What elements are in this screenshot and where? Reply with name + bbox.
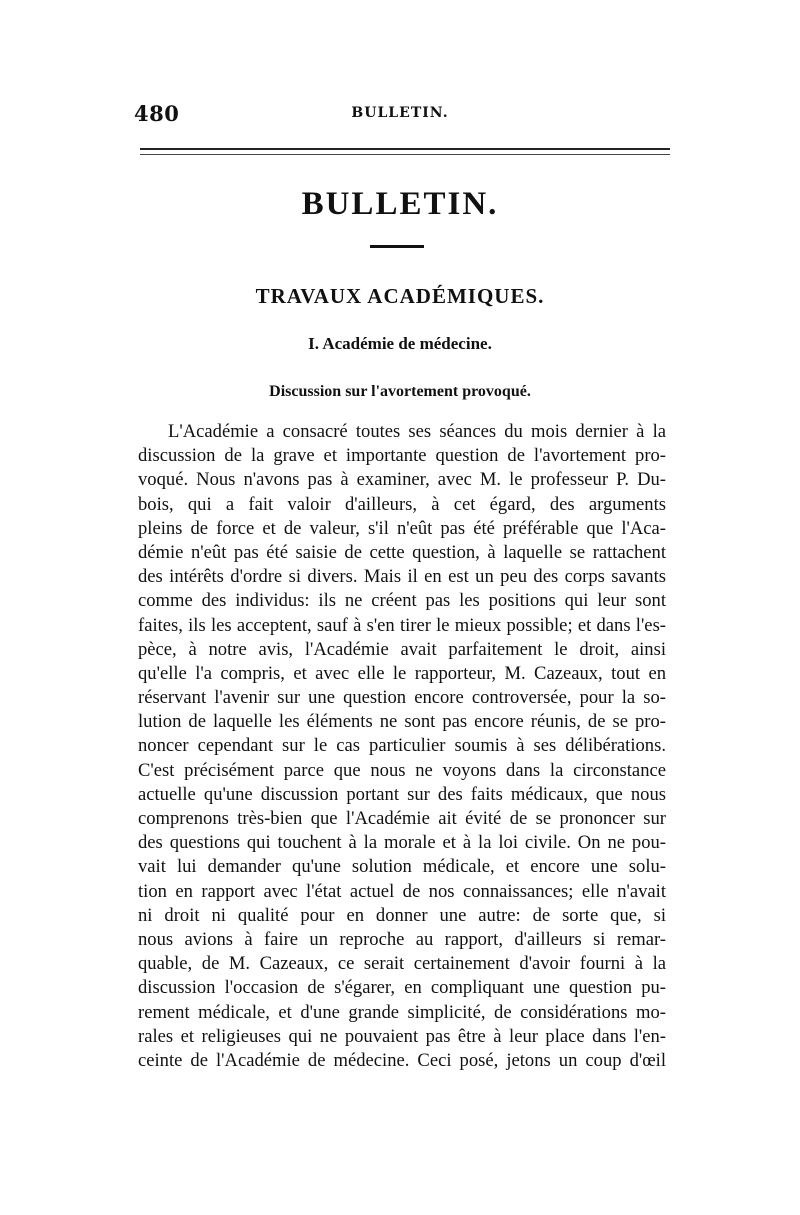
subsection-title: I. Académie de médecine. bbox=[308, 334, 492, 353]
body-line: discussion l'occasion de s'égarer, en compliquant une question pu- bbox=[138, 977, 666, 999]
body-line: noncer cependant sur le cas particulier soumis à ses délibérations. bbox=[138, 735, 666, 757]
body-line: tion en rapport avec l'état actuel de nos connaissances; elle n'avait bbox=[138, 880, 666, 902]
body-line: comprenons très-bien que l'Académie ait évité de se prononcer sur bbox=[138, 808, 666, 829]
body-line: des questions qui touchent à la morale et à la loi civile. On ne pou- bbox=[138, 832, 666, 854]
section-title: TRAVAUX ACADÉMIQUES. bbox=[255, 284, 545, 308]
running-head: BULLETIN. bbox=[351, 105, 449, 121]
body-line: pèce, à notre avis, l'Académie avait parfaitement le droit, ainsi bbox=[138, 638, 666, 660]
body-line: lution de laquelle les éléments ne sont pas encore réunis, de se pro- bbox=[138, 711, 666, 733]
body-line: nous avions à faire un reproche au rapport, d'ailleurs si remar- bbox=[138, 928, 666, 950]
title-divider bbox=[370, 245, 424, 248]
body-line: quable, de M. Cazeaux, ce serait certainement d'avoir fourni à la bbox=[138, 953, 666, 975]
body-line: discussion de la grave et importante question de l'avortement pro- bbox=[138, 445, 666, 467]
header-rule bbox=[140, 148, 670, 150]
body-line: bois, qui a fait valoir d'ailleurs, à cet égard, des arguments bbox=[138, 493, 666, 515]
header-rule-thin bbox=[140, 154, 670, 155]
body-line: faites, ils les acceptent, sauf à s'en tirer le mieux possible; et dans l'es- bbox=[138, 614, 666, 636]
body-line: réservant l'avenir sur une question encore controversée, pour la so- bbox=[138, 687, 666, 709]
body-line: pleins de force et de valeur, s'il n'eût pas été préférable que l'Aca- bbox=[138, 517, 666, 539]
body-line: actuelle qu'une discussion portant sur des faits médicaux, que nous bbox=[138, 783, 666, 805]
body-line: ni droit ni qualité pour en donner une autre: de sorte que, si bbox=[138, 904, 666, 926]
page-number: 480 bbox=[134, 101, 180, 126]
body-line: qu'elle l'a compris, et avec elle le rapporteur, M. Cazeaux, tout en bbox=[138, 662, 666, 684]
body-line: L'Académie a consacré toutes ses séances du mois dernier à la bbox=[168, 421, 666, 442]
body-line: rement médicale, et d'une grande simplicité, de considérations mo- bbox=[138, 1001, 666, 1023]
body-line: démie n'eût pas été saisie de cette question, à laquelle se rattachent bbox=[138, 541, 666, 563]
body-line: voqué. Nous n'avons pas à examiner, avec M. le professeur P. Du- bbox=[138, 469, 666, 491]
main-title: BULLETIN. bbox=[301, 186, 499, 222]
body-line: des intérêts d'ordre si divers. Mais il en est un peu des corps savants bbox=[138, 566, 666, 588]
body-line: comme des individus: ils ne créent pas les positions qui leur sont bbox=[138, 590, 666, 612]
discussion-title: Discussion sur l'avortement provoqué. bbox=[269, 383, 531, 400]
body-paragraph bbox=[138, 420, 666, 1073]
body-line: ceinte de l'Académie de médecine. Ceci posé, jetons un coup d'œil bbox=[138, 1049, 666, 1071]
body-line: C'est précisément parce que nous ne voyons dans la circonstance bbox=[138, 759, 666, 781]
body-line: vait lui demander qu'une solution médicale, et encore une solu- bbox=[138, 856, 666, 878]
body-line: rales et religieuses qui ne pouvaient pas être à leur place dans l'en- bbox=[138, 1025, 666, 1047]
